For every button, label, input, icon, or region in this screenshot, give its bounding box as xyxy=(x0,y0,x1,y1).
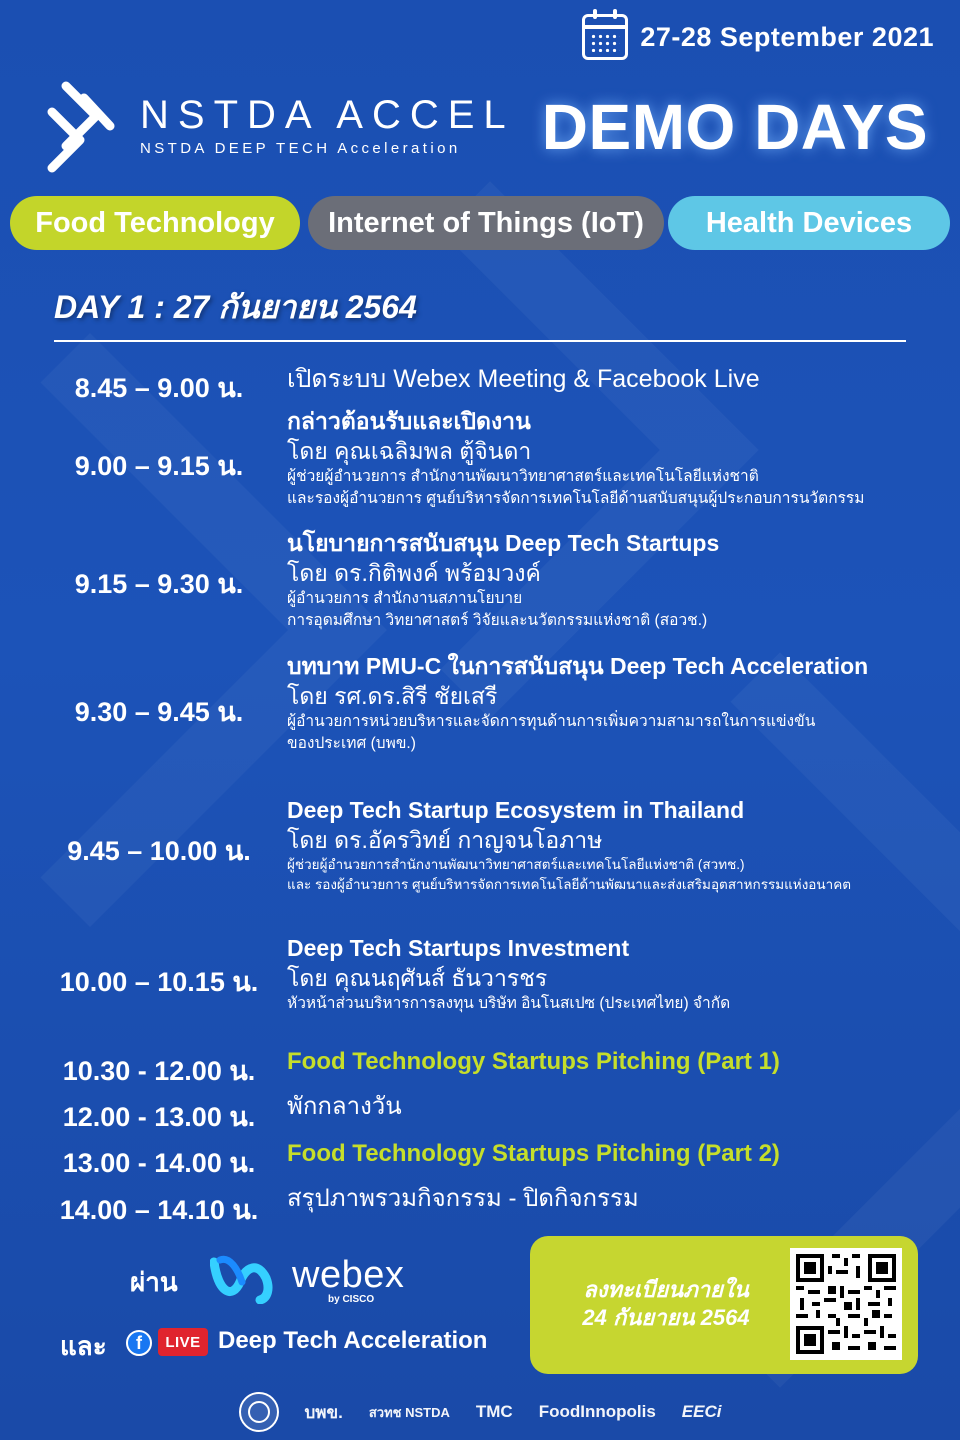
facebook-page-name: Deep Tech Acceleration xyxy=(218,1327,488,1354)
agenda-time: 9.15 – 9.30 น. xyxy=(74,569,244,599)
calendar-icon xyxy=(582,14,628,60)
agenda-role: หัวหน้าส่วนบริหารการลงทุน บริษัท อินโนสเปซ (ประเทศไทย) จำกัด xyxy=(287,995,731,1012)
agenda-speaker: โดย รศ.ดร.สิรี ชัยเสรี xyxy=(287,683,498,709)
agenda-item xyxy=(287,795,937,895)
nstda-accel-logo-icon xyxy=(36,80,120,176)
agenda-speaker: โดย ดร.กิติพงค์ พร้อมวงค์ xyxy=(287,560,541,586)
register-deadline xyxy=(550,1276,782,1332)
register-line-1: ลงทะเบียนภายใน xyxy=(583,1277,749,1302)
track-pill-food-technology: Food Technology xyxy=(10,196,300,250)
agenda-title: Deep Tech Startups Investment xyxy=(287,935,630,961)
webex-icon xyxy=(210,1252,274,1304)
agenda-item xyxy=(287,933,937,1015)
partner-eeci: EECi xyxy=(681,1402,722,1421)
partner-tmc: TMC xyxy=(475,1402,513,1421)
divider xyxy=(54,340,906,342)
agenda-time: 13.00 - 14.00 น. xyxy=(62,1148,256,1178)
via-label: ผ่าน xyxy=(130,1267,178,1297)
agenda-role: และ รองผู้อำนวยการ ศูนย์บริหารจัดการเทคโนโลยีด้านพัฒนาและส่งเสริมอุตสาหกรรมแห่งอนาคต xyxy=(287,877,852,892)
brand-block xyxy=(140,92,515,157)
and-label: และ xyxy=(60,1331,107,1361)
event-date-text: 27-28 September 2021 xyxy=(640,21,934,52)
agenda-title: Food Technology Startups Pitching (Part 2) xyxy=(287,1140,780,1167)
agenda-title: บทบาท PMU-C ในการสนับสนุน Deep Tech Acceleration xyxy=(287,653,869,679)
agenda-role: ผู้ช่วยผู้อำนวยการ สำนักงานพัฒนาวิทยาศาสตร์และเทคโนโลยีแห่งชาติ xyxy=(287,468,759,485)
partner-nstda: สวทช NSTDA xyxy=(368,1404,450,1420)
agenda-item xyxy=(287,528,937,632)
registration-qr-code[interactable] xyxy=(790,1248,902,1360)
webex-by-cisco: by CISCO xyxy=(328,1294,375,1305)
agenda-speaker: โดย คุณนฤศันส์ ธันวารชร xyxy=(287,965,548,991)
agenda-time: 9.00 – 9.15 น. xyxy=(74,451,244,481)
agenda-role: ผู้อำนวยการ สำนักงานสภานโยบาย xyxy=(287,590,523,607)
agenda-role: ผู้ช่วยผู้อำนวยการสำนักงานพัฒนาวิทยาศาสตร์และเทคโนโลยีแห่งชาติ (สวทช.) xyxy=(287,857,745,872)
track-pill-iot: Internet of Things (IoT) xyxy=(308,196,664,250)
agenda-role: ผู้อำนวยการหน่วยบริหารและจัดการทุนด้านการเพิ่มความสามารถในการแข่งขัน xyxy=(287,713,816,730)
agenda-title: กล่าวต้อนรับและเปิดงาน xyxy=(287,408,531,434)
agenda-speaker: โดย ดร.อัครวิทย์ กาญจนโอภาษ xyxy=(287,827,603,853)
agenda-speaker: โดย คุณเฉลิมพล ตู้จินดา xyxy=(287,438,532,464)
agenda-item xyxy=(287,364,937,394)
agenda-time: 8.45 – 9.00 น. xyxy=(74,373,244,403)
brand-subtitle: NSTDA DEEP TECH Acceleration xyxy=(140,140,461,157)
webex-wordmark: webex xyxy=(292,1254,405,1296)
partner-logos xyxy=(0,1392,960,1432)
brand-title: NSTDA ACCEL xyxy=(140,93,515,137)
register-line-2: 24 กันยายน 2564 xyxy=(582,1305,750,1330)
facebook-icon: f xyxy=(126,1330,152,1356)
event-date xyxy=(582,14,934,60)
agenda-title: พักกลางวัน xyxy=(287,1093,402,1120)
agenda-role: ของประเทศ (บพข.) xyxy=(287,735,416,752)
agenda-item xyxy=(287,651,937,755)
agenda-title: Deep Tech Startup Ecosystem in Thailand xyxy=(287,797,745,823)
event-title: DEMO DAYS xyxy=(541,91,928,163)
agenda-time: 10.30 - 12.00 น. xyxy=(62,1056,256,1086)
agenda-time: 9.45 – 10.00 น. xyxy=(67,836,251,866)
partner-foodinnopolis: FoodInnopolis xyxy=(538,1402,656,1421)
ministry-seal-icon xyxy=(239,1392,279,1432)
agenda-role: และรองผู้อำนวยการ ศูนย์บริหารจัดการเทคโนโลยีด้านสนับสนุนผู้ประกอบการนวัตกรรม xyxy=(287,490,865,507)
live-badge: LIVE xyxy=(158,1328,208,1356)
agenda-title: สรุปภาพรวมกิจกรรม - ปิดกิจกรรม xyxy=(287,1185,639,1212)
agenda-title: เปิดระบบ Webex Meeting & Facebook Live xyxy=(287,365,760,393)
partner-pmuc: บพข. xyxy=(304,1402,343,1422)
agenda-time: 10.00 – 10.15 น. xyxy=(59,967,259,997)
agenda-role: การอุดมศึกษา วิทยาศาสตร์ วิจัยและนวัตกรรมแห่งชาติ (สอวช.) xyxy=(287,612,708,629)
agenda-title: นโยบายการสนับสนุน Deep Tech Startups xyxy=(287,530,720,556)
agenda-time: 9.30 – 9.45 น. xyxy=(74,697,244,727)
agenda-time: 12.00 - 13.00 น. xyxy=(62,1102,256,1132)
day-title: DAY 1 : 27 กันยายน 2564 xyxy=(54,289,417,325)
agenda-item xyxy=(287,406,937,510)
agenda-time: 14.00 – 14.10 น. xyxy=(59,1195,259,1225)
track-pill-health-devices: Health Devices xyxy=(668,196,950,250)
agenda-title: Food Technology Startups Pitching (Part 1) xyxy=(287,1048,780,1075)
